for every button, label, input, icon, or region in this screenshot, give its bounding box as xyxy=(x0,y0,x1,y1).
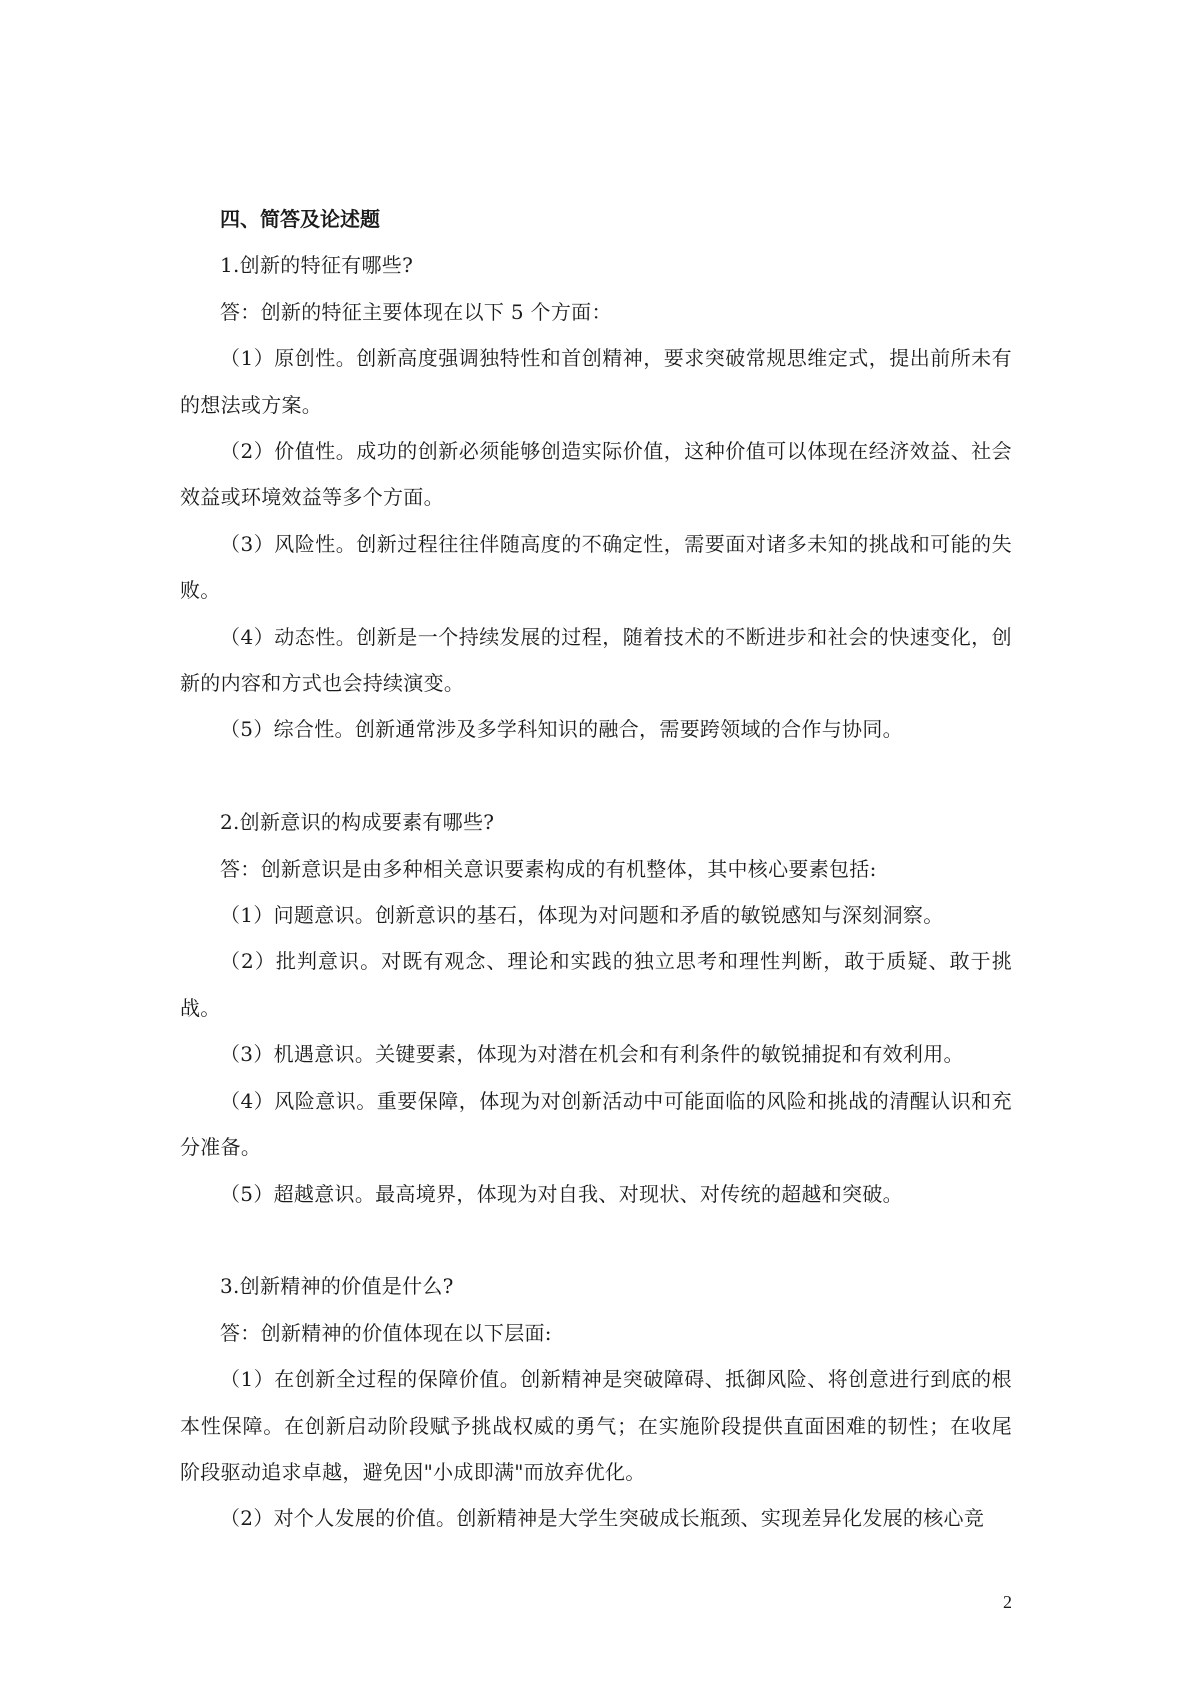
answer-2-item-5: （5）超越意识。最高境界，体现为对自我、对现状、对传统的超越和突破。 xyxy=(220,1181,903,1206)
answer-3-item-2: （2）对个人发展的价值。创新精神是大学生突破成长瓶颈、实现差异化发展的核心竞 xyxy=(220,1506,985,1531)
answer-2-item-3: （3）机遇意识。关键要素，体现为对潜在机会和有利条件的敏锐捕捉和有效利用。 xyxy=(220,1042,964,1067)
answer-1-item-4: （4）动态性。创新是一个持续发展的过程，随着技术的不断进步和社会的快速变化，创新的内容和方式也会持续演变。 xyxy=(180,624,1012,696)
question-2: 2.创新意识的构成要素有哪些? xyxy=(220,810,495,835)
answer-1-item-1: （1）原创性。创新高度强调独特性和首创精神，要求突破常规思维定式，提出前所未有的想法或方案。 xyxy=(180,346,1012,417)
question-3: 3.创新精神的价值是什么? xyxy=(220,1274,454,1299)
answer-1-item-5: （5）综合性。创新通常涉及多学科知识的融合，需要跨领域的合作与协同。 xyxy=(220,717,903,742)
page-content xyxy=(180,196,1012,1542)
section-title: 四、简答及论述题 xyxy=(220,207,380,231)
question-1: 1.创新的特征有哪些? xyxy=(220,253,414,278)
answer-2-intro: 答：创新意识是由多种相关意识要素构成的有机整体，其中核心要素包括: xyxy=(220,856,877,881)
answer-1-intro: 答：创新的特征主要体现在以下 5 个方面： xyxy=(220,299,612,324)
answer-1-item-3: （3）风险性。创新过程往往伴随高度的不确定性，需要面对诸多未知的挑战和可能的失败。 xyxy=(180,531,1012,603)
answer-2-item-1: （1）问题意识。创新意识的基石，体现为对问题和矛盾的敏锐感知与深刻洞察。 xyxy=(220,903,944,928)
answer-2-item-4: （4）风险意识。重要保障，体现为对创新活动中可能面临的风险和挑战的清醒认识和充分准备。 xyxy=(180,1088,1012,1160)
page-number: 2 xyxy=(1003,1592,1012,1612)
answer-3-intro: 答：创新精神的价值体现在以下层面: xyxy=(220,1320,552,1345)
paragraph-gap xyxy=(180,753,1012,799)
answer-3-item-1: （1）在创新全过程的保障价值。创新精神是突破障碍、抵御风险、将创意进行到底的根本性保障。在创新启动阶段赋予挑战权威的勇气；在实施阶段提供直面困难的韧性；在收尾阶段驱动追求卓越，避免因"小成即满"而放弃优化。 xyxy=(180,1367,1012,1484)
answer-2-item-2: （2）批判意识。对既有观念、理论和实践的独立思考和理性判断，敢于质疑、敢于挑战。 xyxy=(180,949,1012,1020)
paragraph-gap xyxy=(180,1217,1012,1263)
answer-1-item-2: （2）价值性。成功的创新必须能够创造实际价值，这种价值可以体现在经济效益、社会效益或环境效益等多个方面。 xyxy=(180,439,1012,510)
